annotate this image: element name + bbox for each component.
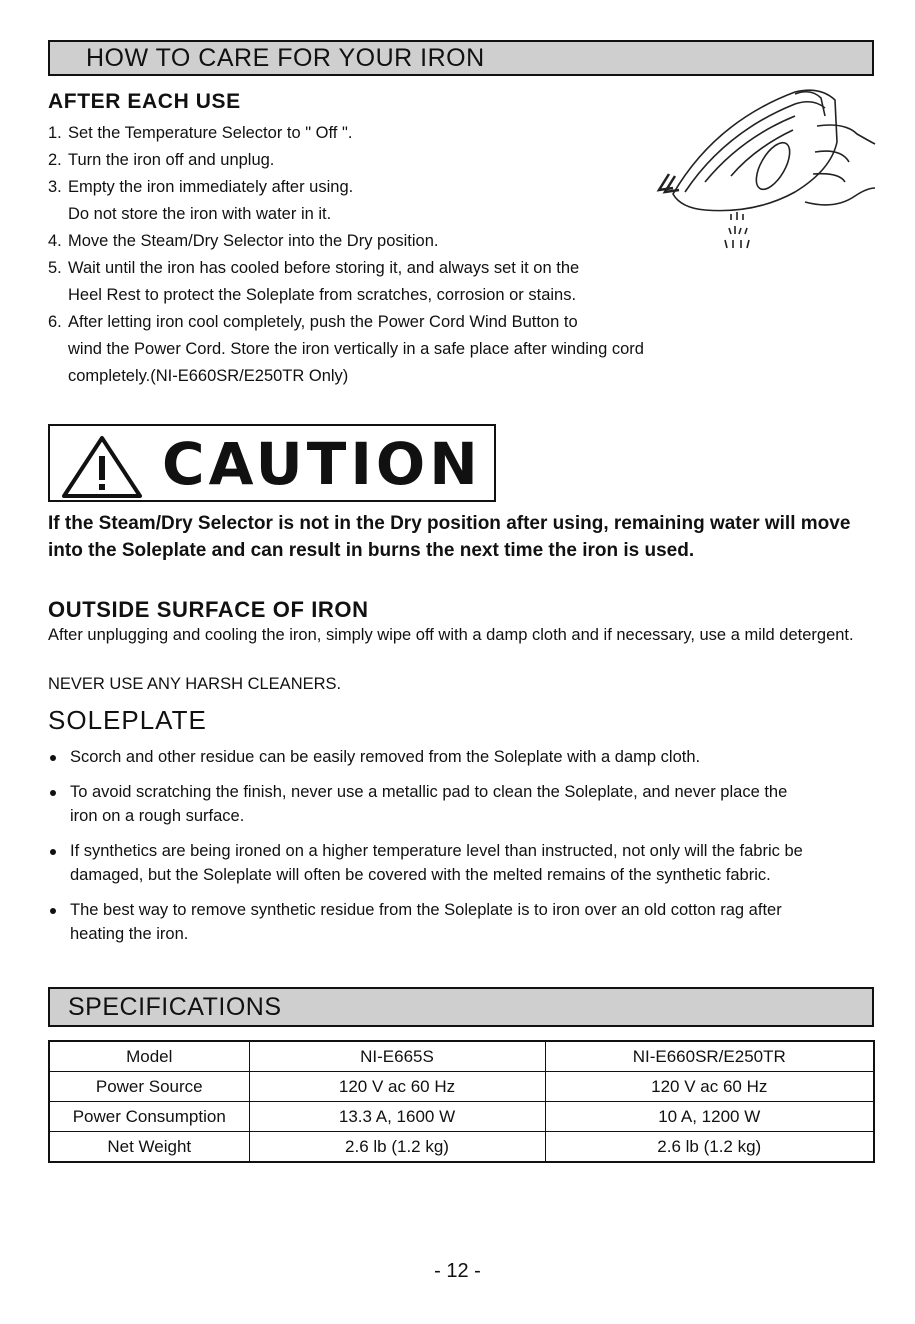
step-item: 1. Set the Temperature Selector to " Off ".: [48, 124, 353, 142]
table-row: [49, 1102, 874, 1132]
bullet-dot-icon: [50, 849, 56, 855]
bullet-dot-icon: [50, 790, 56, 796]
outside-surface-heading: OUTSIDE SURFACE OF IRON: [48, 597, 369, 622]
section-banner-care: HOW TO CARE FOR YOUR IRON: [48, 40, 874, 76]
list-item: To avoid scratching the finish, never use a metallic pad to clean the Soleplate, and never place the iron on a rough surface.: [48, 780, 868, 829]
soleplate-heading: SOLEPLATE: [48, 705, 207, 735]
caution-warning-text: If the Steam/Dry Selector is not in the Dry position after using, remaining water will move into the Soleplate and can result in burns the next time the iron is used.: [48, 513, 851, 561]
list-item: Scorch and other residue can be easily removed from the Soleplate with a damp cloth.: [48, 745, 868, 770]
table-cell: Model: [49, 1041, 249, 1072]
table-cell: 10 A, 1200 W: [545, 1102, 874, 1132]
table-cell: Net Weight: [49, 1132, 249, 1163]
table-row: [49, 1132, 874, 1163]
soleplate-list: [48, 745, 868, 957]
caution-title: CAUTION: [162, 430, 482, 498]
bullet-dot-icon: [50, 755, 56, 761]
table-cell: 120 V ac 60 Hz: [545, 1072, 874, 1102]
warning-triangle-icon: [60, 434, 144, 500]
step-item: 5. Wait until the iron has cooled before storing it, and always set it on the Heel Rest to protect the Soleplate from scratches, corrosion or stains.: [48, 259, 580, 304]
page-number: - 12 -: [434, 1260, 481, 1282]
iron-emptying-illustration: [645, 82, 877, 252]
outside-surface-text: After unplugging and cooling the iron, simply wipe off with a damp cloth and if necessary, use a mild detergent.: [48, 626, 854, 644]
list-item: The best way to remove synthetic residue from the Soleplate is to iron over an old cotton rag after heating the iron.: [48, 898, 868, 947]
specifications-table: [48, 1040, 875, 1163]
step-item: 4. Move the Steam/Dry Selector into the Dry position.: [48, 232, 439, 250]
section-banner-specifications: SPECIFICATIONS: [48, 987, 874, 1027]
table-cell: 120 V ac 60 Hz: [249, 1072, 545, 1102]
table-cell: 2.6 lb (1.2 kg): [249, 1132, 545, 1163]
table-cell: 13.3 A, 1600 W: [249, 1102, 545, 1132]
bullet-dot-icon: [50, 908, 56, 914]
table-cell: Power Consumption: [49, 1102, 249, 1132]
step-item: 6. After letting iron cool completely, push the Power Cord Wind Button to wind the Power Cord. Store the iron vertically in a safe place after winding cord completely.(NI-E660SR/E250TR Only): [48, 313, 644, 385]
caution-box: [48, 424, 496, 502]
table-cell: 2.6 lb (1.2 kg): [545, 1132, 874, 1163]
table-cell: Power Source: [49, 1072, 249, 1102]
table-cell: NI-E660SR/E250TR: [545, 1041, 874, 1072]
harsh-cleaners-warning: NEVER USE ANY HARSH CLEANERS.: [48, 675, 342, 693]
table-row: [49, 1072, 874, 1102]
table-cell: NI-E665S: [249, 1041, 545, 1072]
step-item: 3. Empty the iron immediately after using. Do not store the iron with water in it.: [48, 178, 354, 223]
list-item: If synthetics are being ironed on a higher temperature level than instructed, not only will the fabric be damaged, but the Soleplate will often be covered with the melted remains of the synthetic fabric.: [48, 839, 868, 888]
step-item: 2. Turn the iron off and unplug.: [48, 151, 275, 169]
after-each-use-heading: AFTER EACH USE: [48, 90, 241, 113]
table-row: [49, 1041, 874, 1072]
